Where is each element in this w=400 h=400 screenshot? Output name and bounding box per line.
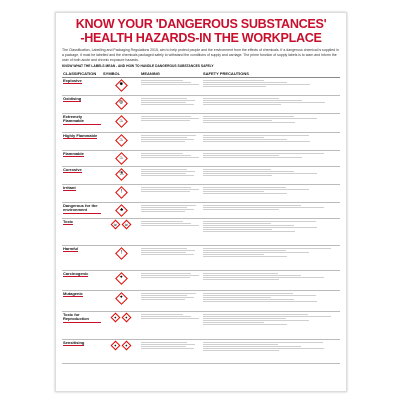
fine-print-line [203,205,301,206]
table-row [62,114,340,133]
symbol-cell [102,78,140,96]
fine-print-line [203,275,301,276]
precautions-cell [202,133,340,151]
fine-print-line [203,155,279,156]
fine-print-line [203,248,331,249]
table-row [62,340,340,364]
fine-print-line [203,102,325,103]
classification-label: Highly Flammable [63,132,98,138]
fine-print-line [141,141,185,142]
symbol-cell [102,185,140,203]
fine-print-line [141,187,191,188]
fine-print-line [141,223,191,224]
fine-print-line [141,169,187,170]
precautions-cell [202,185,340,203]
fine-print-line [203,86,266,87]
fine-print-line [203,254,264,255]
symbol-cell [102,96,140,114]
poster [55,12,347,392]
flame-over-circle-icon: ⊚ [115,97,128,110]
classification-label: Dangerous for the environment [63,204,101,214]
fine-print-line [203,324,287,325]
meaning-cell [140,219,202,246]
fine-print-line [141,104,194,105]
symbol-cell [102,219,140,246]
precautions-cell [202,114,340,133]
fine-print-line [141,252,186,253]
classification-cell [62,340,102,364]
fine-print-line [141,139,194,140]
fine-print-line [141,80,183,81]
table-row [62,246,340,271]
fine-print-line [203,135,309,136]
fine-print-line [141,209,194,210]
header-precautions: SAFETY PRECAUTIONS [202,70,340,78]
classification-cell [62,96,102,114]
fine-print-line [141,344,195,345]
title-line-1: KNOW YOUR 'DANGEROUS SUBSTANCES' [75,17,327,31]
fine-print-line [203,342,323,343]
table-row [62,96,340,114]
fine-print-line [141,118,199,119]
symbol-cell [102,114,140,133]
classification-label: Sensitising [63,339,85,345]
precautions-cell [202,291,340,312]
fine-print-line [141,171,195,172]
fine-print-line [203,346,301,347]
health-hazard-icon: ✦ [122,340,132,350]
classification-label: Explosive [63,77,82,83]
fine-print-line [203,104,281,105]
symbol-cell [102,291,140,312]
fine-print-line [141,173,186,174]
table-row [62,185,340,203]
fine-print-line [141,221,183,222]
fine-print-line [203,189,309,190]
table-row [62,312,340,340]
classification-cell [62,185,102,203]
classification-label: Toxic [63,218,74,224]
fine-print-line [203,293,293,294]
fine-print-line [141,318,199,319]
fine-print-line [141,116,191,117]
corrosion-icon: ⚗ [115,168,128,181]
fine-print-line [141,254,194,255]
fine-print-line [203,297,271,298]
classification-cell [62,114,102,133]
classification-label: Toxic for Reproduction [63,313,101,323]
table-row [62,151,340,167]
classification-label: Oxidising [63,95,82,101]
precautions-cell [202,167,340,185]
fine-print-line [203,193,287,194]
symbol-cell [102,312,140,340]
fine-print-line [203,301,317,302]
header-meaning: MEANING [140,70,202,78]
precautions-cell [202,151,340,167]
fine-print-line [203,229,272,230]
fine-print-line [141,342,187,343]
exclamation-mark-icon: ! [115,186,128,199]
fine-print-line [203,318,286,319]
classification-label: Irritant [63,184,76,190]
fine-print-line [203,82,287,83]
fine-print-line [141,225,199,226]
health-hazard-icon: ✦ [122,312,132,322]
classification-cell [62,246,102,271]
fine-print-line [141,250,195,251]
classification-cell [62,203,102,219]
classification-label: Harmful [63,245,79,251]
fine-print-line [203,84,310,85]
precautions-cell [202,219,340,246]
skull-crossbones-icon: ☠ [122,219,132,229]
fine-print-line [141,100,195,101]
meaning-cell [140,78,202,96]
meaning-cell [140,133,202,151]
fine-print-line [141,189,199,190]
meaning-cell [140,114,202,133]
fine-print-line [141,275,199,276]
fine-print-line [141,137,187,138]
poster-title [62,18,340,45]
fine-print-line [203,207,324,208]
skull-crossbones-icon: ☠ [111,219,121,229]
precautions-cell [202,246,340,271]
classification-cell [62,78,102,96]
classification-cell [62,219,102,246]
fine-print-line [203,157,302,158]
symbol-cell [102,203,140,219]
meaning-cell [140,291,202,312]
fine-print-line [141,102,186,103]
fine-print-line [203,116,294,117]
table-row [62,167,340,185]
meaning-cell [140,203,202,219]
fine-print-line [203,100,302,101]
fine-print-line [203,314,308,315]
fine-print-line [203,209,279,210]
fine-print-line [141,207,187,208]
meaning-cell [140,246,202,271]
fine-print-line [203,350,279,351]
know-what-heading: KNOW WHAT THE LABELS MEAN - AND HOW TO HANDLE DANGEROUS SUBSTANCES SAFELY [62,64,214,69]
classification-label: Mutagenic [63,290,83,296]
fine-print-line [203,223,271,224]
precautions-cell [202,203,340,219]
health-hazard-icon: ✦ [115,272,128,285]
fine-print-line [203,256,287,257]
precautions-cell [202,78,340,96]
fine-print-line [203,277,324,278]
symbol-cell [102,271,140,291]
fine-print-line [203,187,286,188]
meaning-cell [140,185,202,203]
fine-print-line [141,273,191,274]
fine-print-line [203,98,279,99]
table-row [62,133,340,151]
fine-print-line [141,153,183,154]
fine-print-line [141,277,190,278]
fine-print-line [203,118,317,119]
classification-label: Carcinogenic [63,270,89,276]
symbol-cell [102,151,140,167]
table-row [62,291,340,312]
meaning-cell [140,96,202,114]
fine-print-line [203,139,287,140]
fine-print-line [203,316,331,317]
fine-print-line [203,225,294,226]
fine-print-line [203,120,272,121]
classification-label: Extremely Flammable [63,115,101,125]
fine-print-line [203,252,309,253]
classification-label: Flammable [63,150,84,156]
fine-print-line [203,122,295,123]
hazard-rows [62,78,340,364]
symbol-cell [102,133,140,151]
meaning-cell [140,167,202,185]
fine-print-line [203,175,272,176]
fine-print-line [203,273,278,274]
fine-print-line [141,98,187,99]
fine-print-line [203,153,324,154]
header-classification: CLASSIFICATION [62,70,102,78]
classification-cell [62,151,102,167]
flame-icon: ♨ [115,134,128,147]
fine-print-line [141,205,196,206]
classification-cell [62,167,102,185]
classification-cell [62,271,102,291]
header-symbol: SYMBOL [102,70,140,78]
table-row [62,203,340,219]
meaning-cell [140,340,202,364]
fine-print-line [141,248,187,249]
fine-print-line [141,135,196,136]
table-header-row [62,70,340,78]
fine-print-line [203,171,294,172]
classification-cell [62,291,102,312]
fine-print-line [203,320,309,321]
precautions-cell [202,271,340,291]
fine-print-line [141,84,199,85]
fine-print-line [203,322,264,323]
fine-print-line [141,157,199,158]
classification-label: Corrosive [63,166,82,172]
classification-cell [62,133,102,151]
table-row [62,271,340,291]
precautions-cell [202,312,340,340]
health-hazard-icon: ✦ [111,340,121,350]
table-row [62,219,340,246]
meaning-cell [140,271,202,291]
fine-print-line [141,297,194,298]
fine-print-line [203,279,279,280]
fine-print-line [141,314,183,315]
fine-print-line [141,295,187,296]
symbol-cell [102,340,140,364]
health-hazard-icon: ✦ [115,292,128,305]
fine-print-line [141,155,191,156]
fine-print-line [203,299,294,300]
fine-print-line [203,137,264,138]
table-row [62,78,340,96]
fine-print-line [203,295,316,296]
environment-icon: ♣ [115,204,128,217]
intro-paragraph: The Classification, Labelling and Packaging Regulations 2015, aim to help protect people and the environment from the effects of chemicals. If a dangerous chemical is supplied in a package, it must be labelled and the chemicals packaged safely to withstand the conditions of supply and carriage. The prime function of supply labels is to warn and inform the user of both acute and chronic exposure hazards. [62,48,339,62]
fine-print-line [141,211,185,212]
fine-print-line [141,175,194,176]
health-hazard-icon: ✦ [111,312,121,322]
fine-print-line [203,231,295,232]
hazard-table [62,70,340,364]
precautions-cell [202,96,340,114]
fine-print-line [141,120,190,121]
fine-print-line [141,82,191,83]
exploding-bomb-icon: ✸ [115,79,128,92]
symbol-cell [102,167,140,185]
fine-print-line [203,191,264,192]
fine-print-line [141,293,196,294]
fine-print-line [141,299,185,300]
flame-icon: ♨ [115,115,128,128]
fine-print-line [141,346,186,347]
fine-print-line [203,227,317,228]
fine-print-line [203,141,310,142]
flame-icon: ♨ [115,152,128,165]
fine-print-line [203,173,317,174]
fine-print-line [203,169,271,170]
fine-print-line [203,344,278,345]
fine-print-line [203,250,286,251]
fine-print-line [141,191,190,192]
fine-print-line [203,221,316,222]
classification-cell [62,312,102,340]
exclamation-mark-icon: ! [115,247,128,260]
meaning-cell [140,312,202,340]
meaning-cell [140,151,202,167]
symbol-cell [102,246,140,271]
precautions-cell [202,340,340,364]
title-line-2: -HEALTH HAZARDS-IN THE WORKPLACE [80,30,322,45]
fine-print-line [141,348,194,349]
fine-print-line [203,348,324,349]
fine-print-line [141,316,191,317]
fine-print-line [203,80,264,81]
